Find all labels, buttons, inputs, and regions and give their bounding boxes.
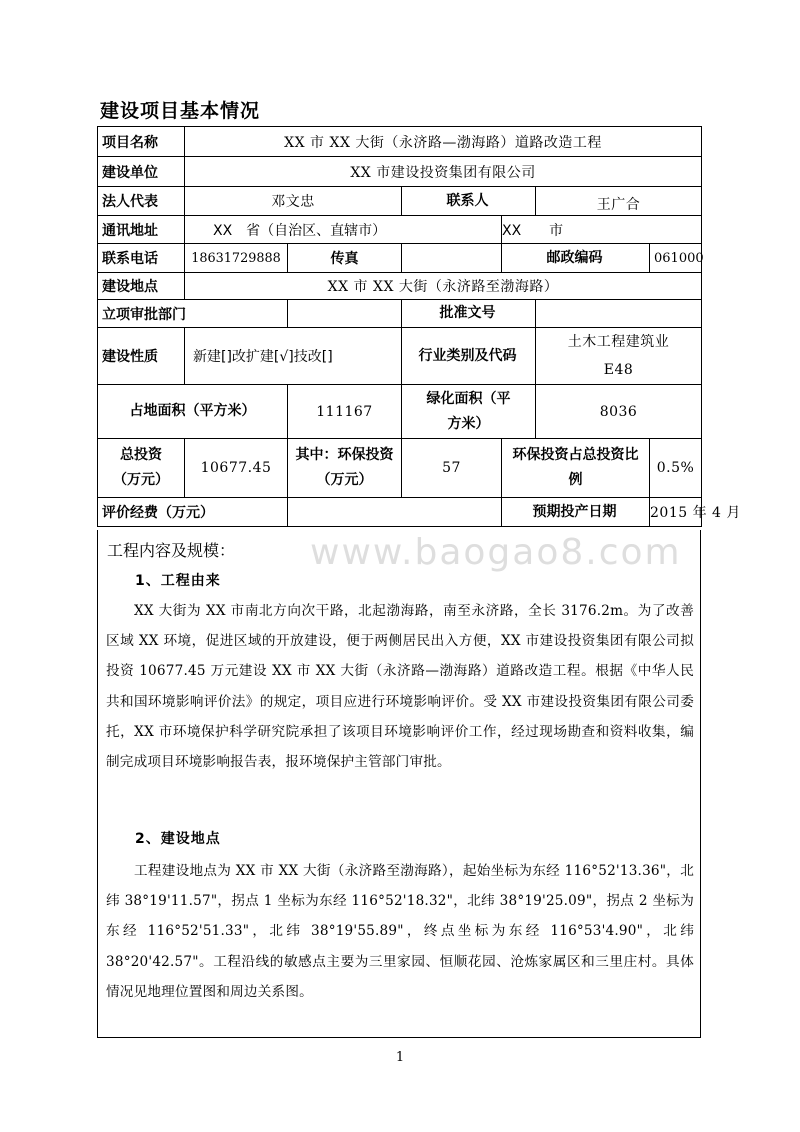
industry-label: 行业类别及代码 (402, 328, 536, 385)
page-number: 1 (395, 1050, 405, 1065)
green-area-value: 8036 (536, 385, 702, 439)
total-invest-label: 总投资（万元） (98, 439, 185, 498)
eval-fee-value (288, 498, 502, 527)
section-1-text: XX 大街为 XX 市南北方向次干路，北起渤海路，南至永济路，全长 3176.2m。为了改善区域 XX 环境，促进区域的开放建设，便于两侧居民出入方便，XX 市建设投资集团有限公司拟投资 10677.45 万元建设 XX 市 XX 大街（永济路—渤海路）道路改造工程。根据《中华人民共和国环境影响评价法》的规定，项目应进行环境影响评价。受 XX 市建设投资集团有限公司委托，XX 市环境保护科学研究院承担了该项目环境影响评价工作，经过现场勘查和资料收集，编制完成项目环境影响报告表，报环境保护主管部门审批。 (106, 603, 694, 771)
section-2-title: 2、建设地点 (135, 831, 221, 847)
eval-fee-label: 评价经费（万元） (98, 498, 288, 527)
contact-value: 王广合 (536, 187, 702, 216)
land-area-value: 111167 (288, 385, 402, 439)
phone-value: 18631729888 (185, 244, 288, 273)
contact-label: 联系人 (402, 187, 536, 216)
builder-label: 建设单位 (98, 157, 185, 187)
legal-rep-value: 邓文忠 (185, 187, 402, 216)
project-content-section (97, 530, 701, 1038)
address-label: 通讯地址 (98, 216, 185, 244)
project-name-label: 项目名称 (98, 127, 185, 157)
industry-code: E48 (603, 362, 634, 378)
env-invest-label: 其中：环保投资（万元） (288, 439, 402, 498)
total-invest-value: 10677.45 (185, 439, 288, 498)
production-date-value: 2015 年 4 月 (650, 498, 702, 527)
fax-label: 传真 (288, 244, 402, 273)
section-2-text: 工程建设地点为 XX 市 XX 大街（永济路至渤海路），起始坐标为东经 116°52'13.36"，北纬 38°19'11.57"，拐点 1 坐标为东经 116°52'18.32"，北纬 38°19'25.09"，拐点 2 坐标为东经 116°52'51.33"，北纬 38°19'55.89"，终点坐标为东经 116°53'4.90"，北纬 38°20'42.57"。工程沿线的敏感点主要为三里家园、恒顺花园、沧炼家属区和三里庄村。具体情况见地理位置图和周边关系图。 (106, 863, 694, 1000)
location-label: 建设地点 (98, 273, 185, 300)
approval-dept-value (288, 300, 402, 328)
env-ratio-value: 0.5% (650, 439, 702, 498)
nature-value: 新建[]改扩建[√]技改[] (185, 328, 402, 385)
nature-label: 建设性质 (98, 328, 185, 385)
industry-value (536, 328, 702, 385)
content-heading: 工程内容及规模： (107, 541, 236, 560)
page-title: 建设项目基本情况 (100, 100, 261, 122)
project-info-table (97, 126, 741, 527)
industry-name: 土木工程建筑业 (567, 334, 670, 350)
fax-value (402, 244, 502, 273)
env-ratio-label: 环保投资占总投资比例 (502, 439, 650, 498)
land-area-label: 占地面积（平方米） (98, 385, 288, 439)
approval-dept-label: 立项审批部门 (98, 300, 288, 328)
legal-rep-label: 法人代表 (98, 187, 185, 216)
postcode-value: 061000 (650, 244, 702, 273)
green-area-label: 绿化面积（平方米） (402, 385, 536, 439)
project-name-value: XX 市 XX 大街（永济路—渤海路）道路改造工程 (185, 127, 702, 157)
postcode-label: 邮政编码 (502, 244, 650, 273)
watermark: www.baogao8.com (310, 532, 682, 573)
location-value: XX 市 XX 大街（永济路至渤海路） (185, 273, 702, 300)
env-invest-value: 57 (402, 439, 502, 498)
phone-label: 联系电话 (98, 244, 185, 273)
approval-no-value (536, 300, 702, 328)
address-city: XX 市 (502, 216, 702, 244)
approval-no-label: 批准文号 (402, 300, 536, 328)
production-date-label: 预期投产日期 (502, 498, 650, 527)
address-province: XX 省（自治区、直辖市） (185, 216, 502, 244)
builder-value: XX 市建设投资集团有限公司 (185, 157, 702, 187)
section-1-title: 1、工程由来 (135, 573, 221, 589)
